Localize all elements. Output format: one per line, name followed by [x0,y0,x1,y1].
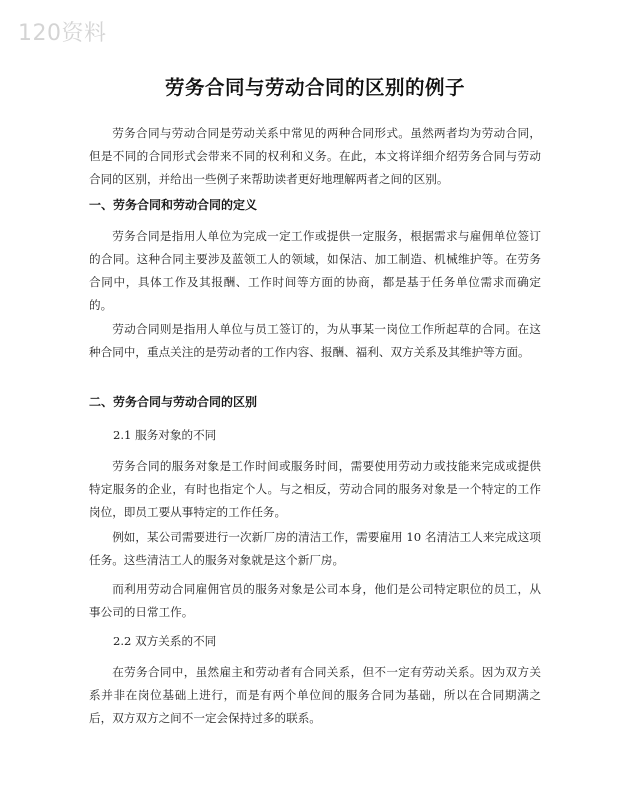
section-2-paragraph-4: 在劳务合同中，虽然雇主和劳动者有合同关系，但不一定有劳动关系。因为双方关系并非在岗位基础上进行，而是有两个单位间的服务合同为基础，所以在合同期满之后，双方双方之间不一定会保持过多的联系。 [89,665,541,725]
section-2-paragraph-1: 劳务合同的服务对象是工作时间或服务时间，需要使用劳动力或技能来完成或提供特定服务的企业，有时也指定个人。与之相反，劳动合同的服务对象是一个特定的工作岗位，即员工要从事特定的工作任务。 [89,459,541,519]
subsection-2-1-heading: 2.1 服务对象的不同 [113,428,217,442]
section-2-heading: 二、劳务合同与劳动合同的区别 [89,395,258,409]
section-2-paragraph-3: 而利用劳动合同雇佣官员的服务对象是公司本身，他们是公司特定职位的员工，从事公司的日常工作。 [89,582,541,619]
section-2-paragraph-2: 例如，某公司需要进行一次新厂房的清洁工作，需要雇用 10 名清洁工人来完成这项任务。这些清洁工人的服务对象就是这个新厂房。 [89,530,541,567]
intro-paragraph: 劳务合同与劳动合同是劳动关系中常见的两种合同形式。虽然两者均为劳动合同，但是不同的合同形式会带来不同的权利和义务。在此，本文将详细介绍劳务合同与劳动合同的区别，并给出一些例子来帮助读者更好地理解两者之间的区别。 [89,126,541,186]
section-1-paragraph-2: 劳动合同则是指用人单位与员工签订的，为从事某一岗位工作所起草的合同。在这种合同中，重点关注的是劳动者的工作内容、报酬、福利、双方关系及其维护等方面。 [89,322,541,359]
section-1-paragraph-1: 劳务合同是指用人单位为完成一定工作或提供一定服务，根据需求与雇佣单位签订的合同。这种合同主要涉及蓝领工人的领域，如保洁、加工制造、机械维护等。在劳务合同中，具体工作及其报酬、工作时间等方面的协商，都是基于任务单位需求而确定的。 [89,229,541,312]
watermark-logo: 120资料 [18,21,107,46]
section-1-heading: 一、劳务合同和劳动合同的定义 [89,198,258,212]
subsection-2-2-heading: 2.2 双方关系的不同 [113,634,217,648]
page-title: 劳务合同与劳动合同的区别的例子 [164,76,465,99]
